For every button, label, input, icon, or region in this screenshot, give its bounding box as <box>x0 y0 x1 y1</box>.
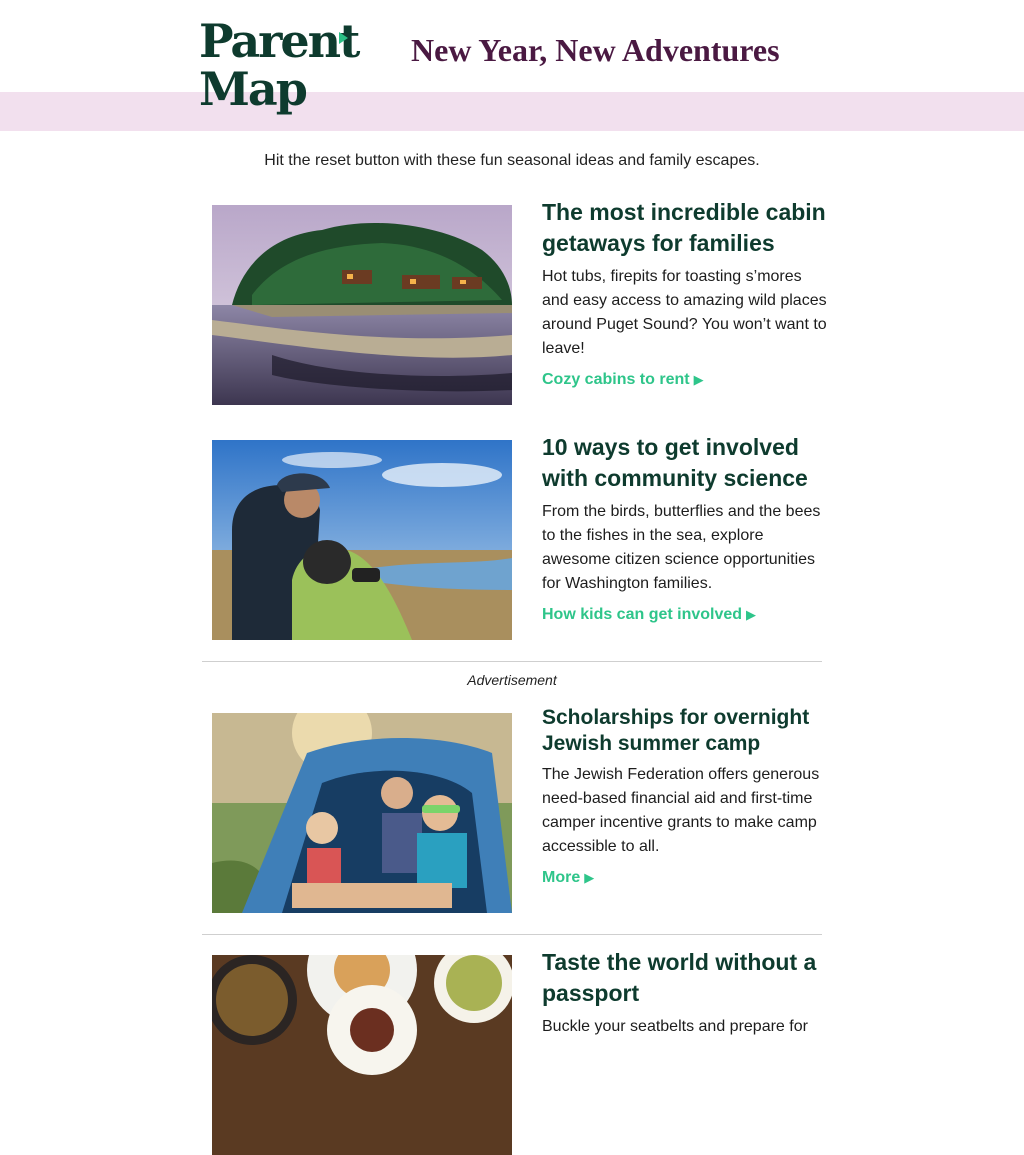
parentmap-logo[interactable] <box>199 14 359 124</box>
article-title[interactable]: 10 ways to get involved with community science <box>542 434 808 491</box>
cozy-cabins-link[interactable] <box>542 371 704 389</box>
kids-in-tent-photo[interactable] <box>212 713 512 913</box>
link-label: How kids can get involved <box>542 606 743 623</box>
article-title[interactable]: Scholarships for overnight Jewish summer camp <box>542 706 810 755</box>
cabin-coastline-photo[interactable] <box>212 205 512 405</box>
birdwatching-photo[interactable] <box>212 440 512 640</box>
section-divider <box>202 661 822 662</box>
article-text <box>542 432 827 624</box>
header-band <box>0 92 1024 131</box>
play-arrow-icon: ▶ <box>584 870 595 885</box>
section-divider <box>202 934 822 935</box>
advertisement-label: Advertisement <box>467 672 557 688</box>
article-text <box>542 197 827 389</box>
article-description: Hot tubs, firepits for toasting s’mores and easy access to amazing wild places around Puget Sound? You won’t want to leave! <box>542 268 827 357</box>
intro-text: Hit the reset button with these fun seasonal ideas and family escapes. <box>264 152 760 169</box>
article-title[interactable]: The most incredible cabin getaways for families <box>542 199 826 256</box>
logo-play-icon <box>339 32 348 44</box>
how-kids-can-get-involved-link[interactable] <box>542 606 756 624</box>
play-arrow-icon: ▶ <box>693 372 704 387</box>
newsletter-headline: New Year, New Adventures <box>411 32 780 68</box>
article-description: The Jewish Federation offers generous need-based financial aid and first-time camper incentive grants to make camp accessible to all. <box>542 766 820 855</box>
logo-text-parent: Parent <box>199 14 359 68</box>
article-description: Buckle your seatbelts and prepare for <box>542 1018 808 1035</box>
article-title[interactable]: Taste the world without a passport <box>542 949 817 1006</box>
article-text <box>542 947 827 1039</box>
article-text <box>542 705 827 887</box>
link-label: Cozy cabins to rent <box>542 371 690 388</box>
logo-text-map: Map <box>199 62 306 116</box>
link-label: More <box>542 869 581 886</box>
article-description: From the birds, butterflies and the bees to the fishes in the sea, explore awesome citizen science opportunities for Washington families. <box>542 503 821 592</box>
more-link[interactable] <box>542 869 594 887</box>
food-dishes-photo[interactable] <box>212 955 512 1155</box>
play-arrow-icon: ▶ <box>746 607 757 622</box>
